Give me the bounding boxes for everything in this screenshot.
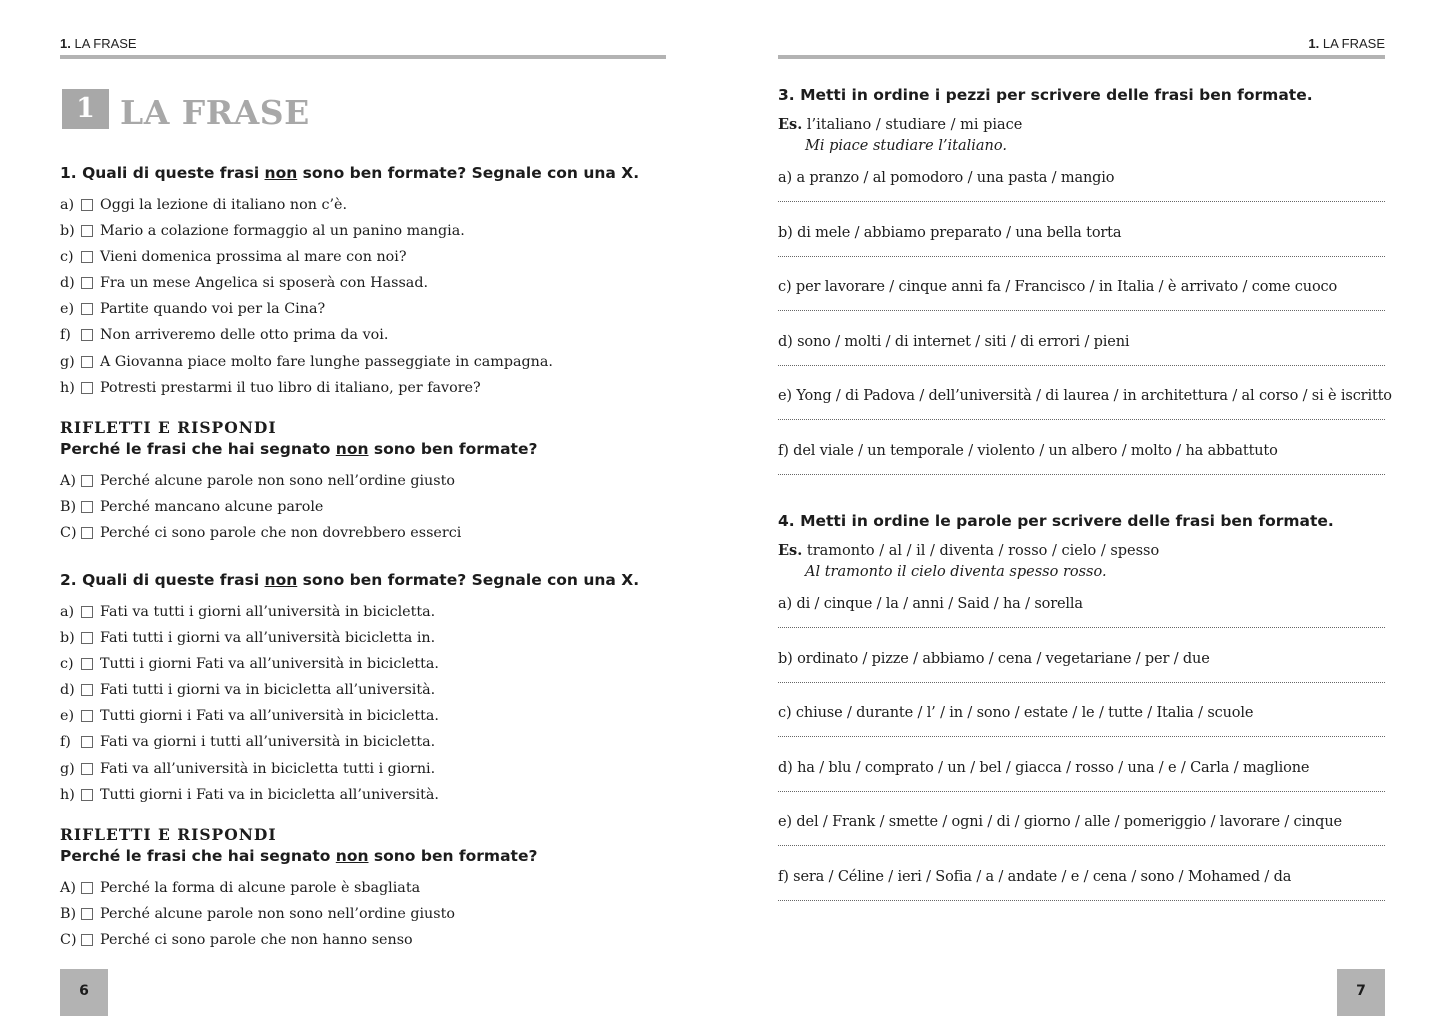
- page-number: 6: [60, 969, 108, 1016]
- checkbox[interactable]: [81, 225, 93, 237]
- item-text: c) chiuse / durante / l’ / in / sono / estate / le / tutte / Italia / scuole: [778, 705, 1254, 722]
- option-list: [60, 599, 666, 808]
- example-text: l’italiano / studiare / mi piace: [802, 117, 1023, 133]
- checkbox[interactable]: [81, 382, 93, 394]
- option-letter: B): [60, 499, 77, 516]
- option-row: [60, 375, 666, 401]
- option-row: [60, 677, 666, 703]
- answer-line[interactable]: [778, 474, 1385, 475]
- item-text: d) ha / blu / comprato / un / bel / giacca / rosso / una / e / Carla / maglione: [778, 759, 1310, 776]
- example-label: Es.: [778, 542, 803, 559]
- option-row: [60, 651, 666, 677]
- running-head: [778, 36, 1385, 51]
- option-text: Perché ci sono parole che non dovrebbero esserci: [100, 525, 462, 542]
- option-row: [60, 729, 666, 755]
- left-page: [60, 0, 666, 1016]
- exercise-item: [778, 167, 1385, 222]
- checkbox[interactable]: [81, 527, 93, 539]
- option-row: [60, 494, 666, 520]
- option-letter: A): [60, 473, 76, 489]
- header-rule: [60, 55, 666, 59]
- option-letter: c): [60, 249, 74, 266]
- exercise-item: [778, 276, 1385, 331]
- section-heading: RIFLETTI E RISPONDI: [60, 825, 277, 844]
- exercise-3: [778, 84, 1392, 495]
- answer-line[interactable]: [778, 256, 1385, 257]
- option-text: Fati va giorni i tutti all’università in bicicletta.: [100, 734, 436, 751]
- option-text: A Giovanna piace molto fare lunghe passeggiate in campagna.: [100, 353, 553, 370]
- option-text: Vieni domenica prossima al mare con noi?: [100, 249, 407, 266]
- checkbox[interactable]: [81, 501, 93, 513]
- answer-line[interactable]: [778, 845, 1385, 846]
- checkbox[interactable]: [81, 684, 93, 696]
- option-text: Partite quando voi per la Cina?: [100, 301, 326, 318]
- checkbox[interactable]: [81, 303, 93, 315]
- option-letter: f): [60, 734, 71, 751]
- option-text: Perché mancano alcune parole: [100, 499, 324, 516]
- exercise-4: [778, 510, 1385, 921]
- option-text: Oggi la lezione di italiano non c’è.: [100, 197, 348, 213]
- option-text: Perché alcune parole non sono nell’ordine giusto: [100, 473, 455, 489]
- exercise-item: [778, 331, 1385, 386]
- option-row: [60, 599, 666, 625]
- option-letter: e): [60, 301, 75, 318]
- checkbox[interactable]: [81, 710, 93, 722]
- option-text: Fati va tutti i giorni all’università in bicicletta.: [100, 604, 436, 620]
- option-text: Non arriveremo delle otto prima da voi.: [100, 327, 389, 344]
- reflect-section-2: [60, 825, 666, 953]
- option-row: [60, 927, 666, 953]
- item-list: [778, 593, 1385, 921]
- option-letter: b): [60, 630, 75, 647]
- option-letter: e): [60, 708, 75, 725]
- answer-line[interactable]: [778, 310, 1385, 311]
- example: [778, 114, 1385, 157]
- exercise-2: [60, 569, 666, 808]
- option-row: [60, 782, 666, 808]
- item-text: a) a pranzo / al pomodoro / una pasta / mangio: [778, 170, 1115, 186]
- option-letter: C): [60, 525, 77, 542]
- checkbox[interactable]: [81, 251, 93, 263]
- option-letter: c): [60, 656, 74, 673]
- answer-line[interactable]: [778, 419, 1385, 420]
- answer-line[interactable]: [778, 791, 1385, 792]
- chapter-title: LA FRASE: [120, 93, 310, 132]
- option-letter: g): [60, 760, 75, 777]
- reflect-section-1: [60, 418, 666, 546]
- checkbox[interactable]: [81, 789, 93, 801]
- example-answer: Mi piace studiare l’italiano.: [805, 138, 1007, 154]
- right-page: [778, 0, 1392, 1016]
- option-text: Tutti i giorni Fati va all’università in bicicletta.: [100, 656, 439, 673]
- option-text: Perché alcune parole non sono nell’ordine giusto: [100, 906, 455, 923]
- option-row: [60, 192, 666, 218]
- checkbox[interactable]: [81, 606, 93, 618]
- option-letter: a): [60, 604, 75, 620]
- running-head-title: LA FRASE: [1322, 36, 1385, 51]
- answer-line[interactable]: [778, 736, 1385, 737]
- option-row: [60, 520, 666, 546]
- section-heading: RIFLETTI E RISPONDI: [60, 418, 277, 437]
- answer-line[interactable]: [778, 682, 1385, 683]
- item-text: f) sera / Céline / ieri / Sofia / a / andate / e / cena / sono / Mohamed / da: [778, 868, 1292, 885]
- option-text: Fati tutti i giorni va in bicicletta all’università.: [100, 682, 436, 699]
- item-text: b) di mele / abbiamo preparato / una bella torta: [778, 224, 1122, 241]
- option-letter: A): [60, 880, 76, 896]
- item-text: d) sono / molti / di internet / siti / di errori / pieni: [778, 333, 1130, 350]
- option-row: [60, 703, 666, 729]
- item-list: [778, 167, 1392, 495]
- option-text: Perché ci sono parole che non hanno senso: [100, 932, 413, 949]
- option-letter: h): [60, 786, 75, 803]
- option-list: [60, 192, 666, 401]
- option-row: [60, 322, 666, 348]
- exercise-item: [778, 757, 1385, 812]
- option-row: [60, 756, 666, 782]
- option-letter: a): [60, 197, 75, 213]
- checkbox[interactable]: [81, 329, 93, 341]
- option-row: [60, 296, 666, 322]
- exercise-item: [778, 702, 1385, 757]
- option-row: [60, 270, 666, 296]
- checkbox[interactable]: [81, 736, 93, 748]
- option-letter: g): [60, 353, 75, 370]
- running-head: [60, 36, 666, 51]
- option-text: Fati tutti i giorni va all’università bicicletta in.: [100, 630, 436, 647]
- option-letter: f): [60, 327, 71, 344]
- running-head-title: LA FRASE: [74, 36, 137, 51]
- exercise-item: [778, 866, 1385, 921]
- exercise-item: [778, 385, 1392, 440]
- answer-line[interactable]: [778, 900, 1385, 901]
- option-text: Tutti giorni i Fati va all’università in bicicletta.: [100, 708, 439, 725]
- option-letter: d): [60, 682, 75, 699]
- exercise-item: [778, 222, 1385, 277]
- option-letter: b): [60, 223, 75, 240]
- checkbox[interactable]: [81, 908, 93, 920]
- exercise-title: 3. Metti in ordine i pezzi per scrivere delle frasi ben formate.: [778, 86, 1313, 104]
- option-letter: B): [60, 906, 77, 923]
- checkbox[interactable]: [81, 658, 93, 670]
- answer-line[interactable]: [778, 201, 1385, 202]
- option-row: [60, 468, 666, 494]
- example-label: Es.: [778, 116, 803, 133]
- checkbox[interactable]: [81, 356, 93, 368]
- running-head-number: 1.: [1308, 36, 1320, 51]
- example-text: tramonto / al / il / diventa / rosso / cielo / spesso: [802, 543, 1160, 559]
- exercise-title: 2. Quali di queste frasi non sono ben formate? Segnale con una X.: [60, 571, 640, 589]
- item-text: b) ordinato / pizze / abbiamo / cena / vegetariane / per / due: [778, 650, 1210, 667]
- option-row: [60, 218, 666, 244]
- exercise-item: [778, 811, 1385, 866]
- question: Perché le frasi che hai segnato non sono ben formate?: [60, 847, 538, 865]
- item-text: f) del viale / un temporale / violento / un albero / molto / ha abbattuto: [778, 442, 1278, 459]
- option-row: [60, 901, 666, 927]
- option-text: Tutti giorni i Fati va in bicicletta all’università.: [100, 786, 439, 803]
- exercise-item: [778, 440, 1385, 495]
- exercise-1: [60, 162, 666, 401]
- option-letter: h): [60, 379, 75, 396]
- option-row: [60, 625, 666, 651]
- option-text: Mario a colazione formaggio al un panino mangia.: [100, 223, 465, 240]
- item-text: e) Yong / di Padova / dell’università / di laurea / in architettura / al corso / si è iscritto: [778, 388, 1392, 405]
- option-text: Fati va all’università in bicicletta tutti i giorni.: [100, 760, 436, 777]
- option-row: [60, 349, 666, 375]
- header-rule: [778, 55, 1385, 59]
- checkbox[interactable]: [81, 882, 93, 894]
- question: Perché le frasi che hai segnato non sono ben formate?: [60, 440, 538, 458]
- option-list: [60, 875, 666, 953]
- option-text: Fra un mese Angelica si sposerà con Hassad.: [100, 275, 429, 292]
- option-text: Potresti prestarmi il tuo libro di italiano, per favore?: [100, 379, 481, 396]
- running-head-number: 1.: [60, 36, 71, 51]
- checkbox[interactable]: [81, 934, 93, 946]
- example-answer: Al tramonto il cielo diventa spesso rosso.: [805, 564, 1107, 580]
- chapter-number: 1: [62, 89, 109, 129]
- option-letter: d): [60, 275, 75, 292]
- checkbox[interactable]: [81, 199, 93, 211]
- checkbox[interactable]: [81, 277, 93, 289]
- exercise-title: 1. Quali di queste frasi non sono ben formate? Segnale con una X.: [60, 164, 640, 182]
- item-text: c) per lavorare / cinque anni fa / Francisco / in Italia / è arrivato / come cuoco: [778, 279, 1338, 296]
- option-list: [60, 468, 666, 546]
- item-text: a) di / cinque / la / anni / Said / ha / sorella: [778, 596, 1083, 612]
- option-text: Perché la forma di alcune parole è sbagliata: [100, 880, 421, 896]
- option-letter: C): [60, 932, 77, 949]
- checkbox[interactable]: [81, 632, 93, 644]
- checkbox[interactable]: [81, 763, 93, 775]
- exercise-item: [778, 593, 1385, 648]
- item-text: e) del / Frank / smette / ogni / di / giorno / alle / pomeriggio / lavorare / cinque: [778, 814, 1342, 831]
- example: [778, 540, 1385, 583]
- option-row: [60, 875, 666, 901]
- answer-line[interactable]: [778, 365, 1385, 366]
- answer-line[interactable]: [778, 627, 1385, 628]
- option-row: [60, 244, 666, 270]
- exercise-title: 4. Metti in ordine le parole per scrivere delle frasi ben formate.: [778, 512, 1334, 530]
- checkbox[interactable]: [81, 475, 93, 487]
- exercise-item: [778, 648, 1385, 703]
- page-number: 7: [1337, 969, 1385, 1016]
